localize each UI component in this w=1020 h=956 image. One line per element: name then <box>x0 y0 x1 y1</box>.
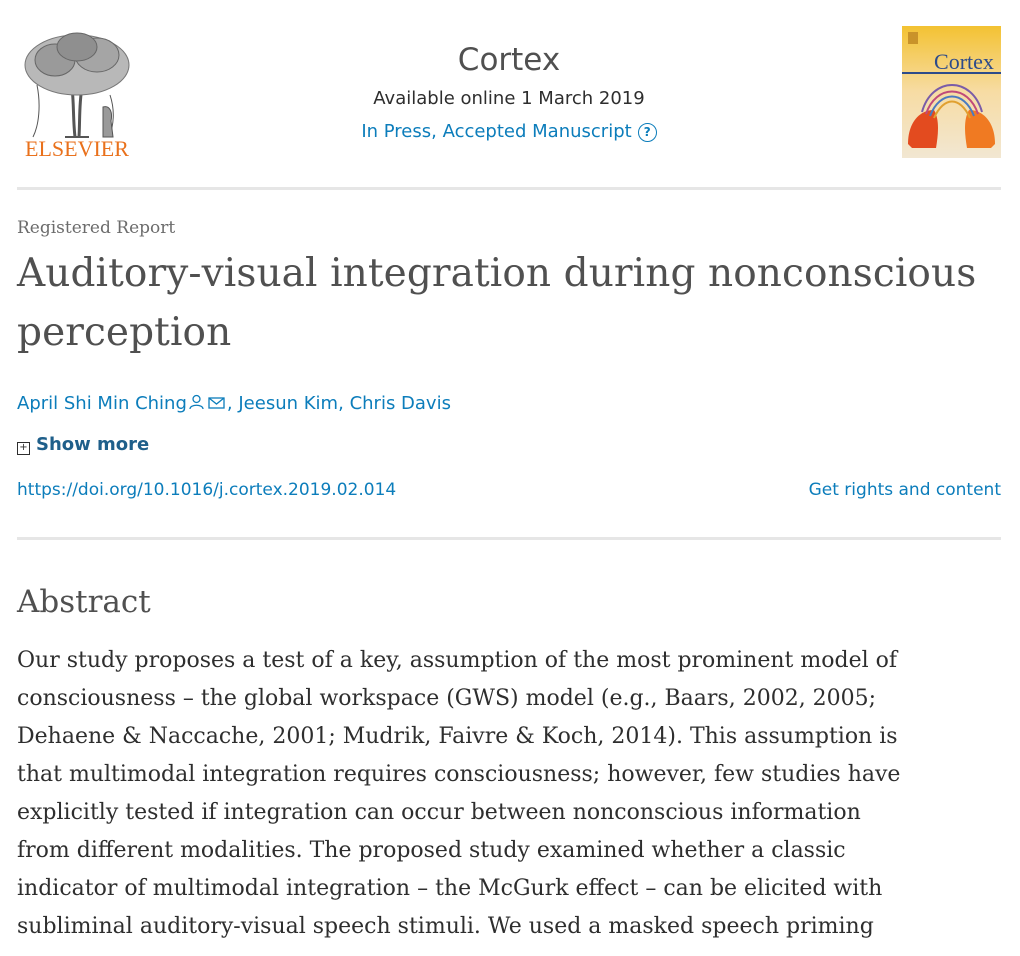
person-icon[interactable] <box>189 394 204 410</box>
doi-link[interactable]: https://doi.org/10.1016/j.cortex.2019.02.014 <box>17 480 397 500</box>
article-type-label: Registered Report <box>17 218 176 238</box>
abstract-line: explicitly tested if integration can occur between nonconscious information <box>17 800 861 825</box>
abstract-line: Our study proposes a test of a key, assumption of the most prominent model of <box>17 648 897 673</box>
author-list <box>17 393 451 414</box>
abstract-text <box>17 642 1003 946</box>
abstract-heading: Abstract <box>17 584 151 620</box>
elsevier-logo[interactable] <box>17 25 137 161</box>
envelope-icon[interactable] <box>208 396 225 410</box>
journal-cover-image[interactable] <box>902 26 1001 158</box>
rights-link[interactable]: Get rights and content <box>808 480 1001 500</box>
metadata-divider <box>17 537 1001 540</box>
show-more-button[interactable] <box>17 434 149 455</box>
article-title: Auditory-visual integration during nonconscious perception <box>17 251 977 355</box>
journal-info <box>257 40 761 145</box>
svg-text:Cortex: Cortex <box>934 49 994 74</box>
article-header <box>17 25 1001 161</box>
abstract-line: Dehaene & Naccache, 2001; Mudrik, Faivre & Koch, 2014). This assumption is <box>17 724 898 749</box>
author-separator: , <box>338 393 344 414</box>
expand-plus-icon: + <box>17 442 30 455</box>
abstract-line: consciousness – the global workspace (GWS) model (e.g., Baars, 2002, 2005; <box>17 686 877 711</box>
author-separator: , <box>226 393 233 414</box>
show-more-label: Show more <box>36 434 150 455</box>
abstract-line: from different modalities. The proposed study examined whether a classic <box>17 838 846 863</box>
status-label[interactable]: In Press, Accepted Manuscript <box>361 121 632 142</box>
question-circle-icon[interactable]: ? <box>638 123 657 142</box>
header-divider <box>17 187 1001 190</box>
author-link-3[interactable]: Chris Davis <box>349 393 451 414</box>
available-online-date: Available online 1 March 2019 <box>373 88 645 109</box>
abstract-line: subliminal auditory-visual speech stimuli. We used a masked speech priming <box>17 914 874 939</box>
author-link-2[interactable]: Jeesun Kim <box>238 393 339 414</box>
abstract-line: that multimodal integration requires consciousness; however, few studies have <box>17 762 901 787</box>
journal-name[interactable]: Cortex <box>457 42 561 78</box>
author-link-1[interactable]: April Shi Min Ching <box>17 393 187 414</box>
abstract-line: indicator of multimodal integration – the McGurk effect – can be elicited with <box>17 876 883 901</box>
svg-text:ELSEVIER: ELSEVIER <box>25 136 129 161</box>
manuscript-status[interactable] <box>257 119 761 145</box>
